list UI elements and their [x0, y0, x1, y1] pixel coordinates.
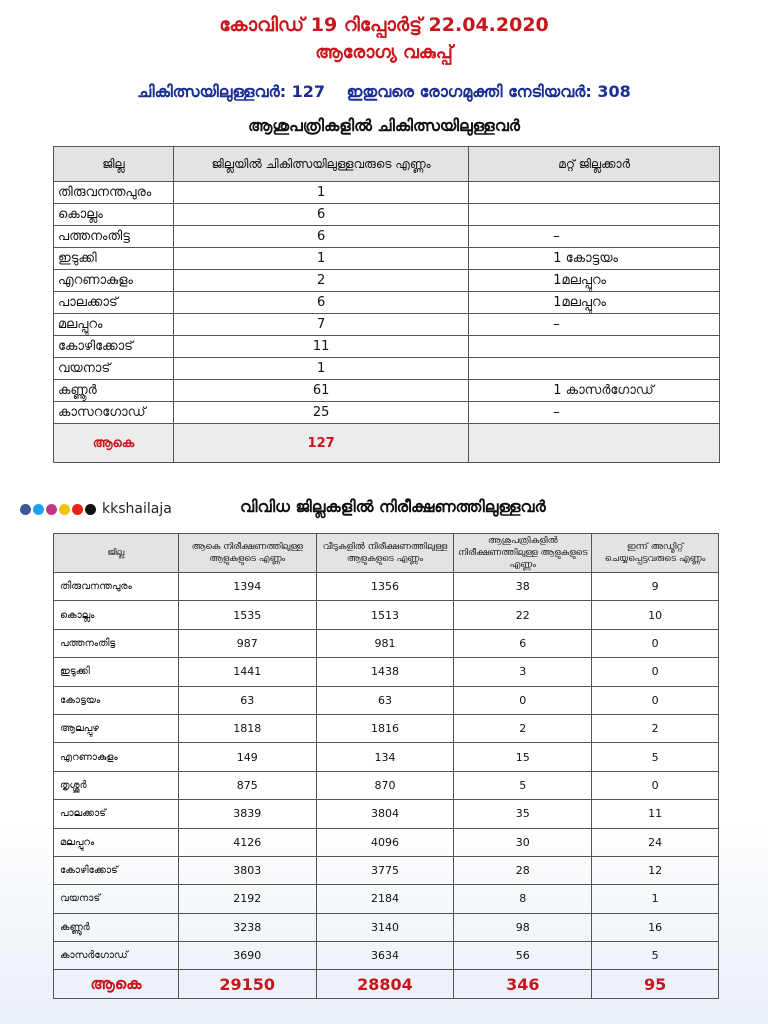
- admitted-today-cell: 0: [592, 629, 719, 657]
- total-observation-cell: 63: [178, 686, 316, 714]
- district-cell: കോഴിക്കോട്: [54, 336, 174, 358]
- column-header: ആകെ നിരീക്ഷണത്തിലുള്ള ആളുകളുടെ എണ്ണം: [178, 534, 316, 573]
- total-row: [54, 970, 719, 999]
- hospital-observation-cell: 28: [454, 856, 592, 884]
- district-cell: ആലപ്പുഴ: [54, 714, 179, 742]
- hospital-observation-cell: 98: [454, 913, 592, 941]
- table-row: [54, 629, 719, 657]
- district-cell: കണ്ണൂർ: [54, 913, 179, 941]
- hospital-observation-cell: 56: [454, 942, 592, 970]
- recovered-count: ഇതുവരെ രോഗമുക്തി നേടിയവർ: 308: [346, 82, 631, 101]
- hospital-observation-cell: 30: [454, 828, 592, 856]
- other-district-cell: [469, 336, 720, 358]
- other-district-cell: [469, 182, 720, 204]
- home-observation-cell: 134: [316, 743, 454, 771]
- home-observation-cell: 3804: [316, 800, 454, 828]
- hospital-observation-cell: 6: [454, 629, 592, 657]
- instagram-icon[interactable]: [46, 504, 57, 515]
- table-row: [54, 358, 720, 380]
- district-cell: എറണാകുളം: [54, 270, 174, 292]
- social-media-bar: [20, 500, 172, 518]
- home-observation-cell: 870: [316, 771, 454, 799]
- table-row: [54, 686, 719, 714]
- count-cell: 1: [173, 358, 468, 380]
- district-cell: എറണാകുളം: [54, 743, 179, 771]
- total-label: ആകെ: [54, 424, 174, 463]
- table-row: [54, 402, 720, 424]
- table-row: [54, 913, 719, 941]
- total-observation-cell: 2192: [178, 885, 316, 913]
- table-row: [54, 336, 720, 358]
- admitted-today-cell: 16: [592, 913, 719, 941]
- home-observation-cell: 2184: [316, 885, 454, 913]
- grand-total-cell: 29150: [178, 970, 316, 999]
- district-cell: കോഴിക്കോട്: [54, 856, 179, 884]
- table-header-row: [54, 147, 720, 182]
- admitted-today-cell: 10: [592, 601, 719, 629]
- table-row: [54, 601, 719, 629]
- home-observation-cell: 1513: [316, 601, 454, 629]
- total-observation-cell: 3238: [178, 913, 316, 941]
- table-row: [54, 942, 719, 970]
- table-row: [54, 771, 719, 799]
- hospital-observation-cell: 38: [454, 573, 592, 601]
- total-observation-cell: 875: [178, 771, 316, 799]
- district-cell: ഇടുക്കി: [54, 248, 174, 270]
- home-total-cell: 28804: [316, 970, 454, 999]
- district-cell: കൊല്ലം: [54, 601, 179, 629]
- count-cell: 6: [173, 204, 468, 226]
- total-observation-cell: 1818: [178, 714, 316, 742]
- count-cell: 6: [173, 292, 468, 314]
- total-observation-cell: 1535: [178, 601, 316, 629]
- district-cell: തിരുവനന്തപുരം: [54, 573, 179, 601]
- district-cell: കോട്ടയം: [54, 686, 179, 714]
- district-cell: വയനാട്: [54, 358, 174, 380]
- table-row: [54, 800, 719, 828]
- hospital-observation-cell: 0: [454, 686, 592, 714]
- admitted-today-cell: 11: [592, 800, 719, 828]
- hospital-observation-cell: 2: [454, 714, 592, 742]
- district-cell: പാലക്കാട്: [54, 800, 179, 828]
- home-observation-cell: 3775: [316, 856, 454, 884]
- admitted-today-total-cell: 95: [592, 970, 719, 999]
- observation-table-title: വിവിധ ജില്ലകളിൽ നിരീക്ഷണത്തിലുള്ളവർ: [240, 497, 546, 516]
- total-observation-cell: 149: [178, 743, 316, 771]
- table-row: [54, 226, 720, 248]
- district-cell: മലപ്പുറം: [54, 828, 179, 856]
- count-cell: 1: [173, 248, 468, 270]
- district-cell: ഇടുക്കി: [54, 658, 179, 686]
- total-observation-cell: 3690: [178, 942, 316, 970]
- column-header: ഇന്ന് അഡ്മിറ്റ് ചെയ്യപ്പെട്ടവരുടെ എണ്ണം: [592, 534, 719, 573]
- district-cell: പാലക്കാട്: [54, 292, 174, 314]
- district-cell: കാസറഗോഡ്: [54, 402, 174, 424]
- facebook-icon[interactable]: [20, 504, 31, 515]
- home-observation-cell: 3634: [316, 942, 454, 970]
- district-cell: പത്തനംതിട്ട: [54, 629, 179, 657]
- other-district-cell: [469, 204, 720, 226]
- column-header: മറ്റ് ജില്ലക്കാർ: [469, 147, 720, 182]
- other-district-cell: 1 കാസർഗോഡ്: [469, 380, 720, 402]
- total-observation-cell: 3803: [178, 856, 316, 884]
- home-observation-cell: 1438: [316, 658, 454, 686]
- district-cell: തിരുവനന്തപുരം: [54, 182, 174, 204]
- home-observation-cell: 1356: [316, 573, 454, 601]
- total-observation-cell: 3839: [178, 800, 316, 828]
- table-row: [54, 743, 719, 771]
- table-row: [54, 182, 720, 204]
- admitted-today-cell: 0: [592, 658, 719, 686]
- table-row: [54, 292, 720, 314]
- table-row: [54, 885, 719, 913]
- table-row: [54, 714, 719, 742]
- other-district-cell: 1 കോട്ടയം: [469, 248, 720, 270]
- count-cell: 2: [173, 270, 468, 292]
- department-name: ആരോഗ്യ വകുപ്പ്: [315, 42, 453, 63]
- admitted-today-cell: 1: [592, 885, 719, 913]
- count-cell: 61: [173, 380, 468, 402]
- twitter-icon[interactable]: [33, 504, 44, 515]
- district-cell: കണ്ണൂർ: [54, 380, 174, 402]
- table-row: [54, 248, 720, 270]
- total-row: [54, 424, 720, 463]
- hospital-observation-cell: 35: [454, 800, 592, 828]
- column-header: ആശുപത്രികളിൽ നിരീക്ഷണത്തിലുള്ള ആളുകളുടെ എണ്ണം: [454, 534, 592, 573]
- hospital-table-title: ആശുപത്രികളിൽ ചികിത്സയിലുള്ളവർ: [248, 116, 520, 135]
- count-cell: 11: [173, 336, 468, 358]
- home-observation-cell: 981: [316, 629, 454, 657]
- under-treatment-count: ചികിത്സയിലുള്ളവർ: 127: [137, 82, 326, 101]
- home-observation-cell: 3140: [316, 913, 454, 941]
- district-cell: വയനാട്: [54, 885, 179, 913]
- total-observation-cell: 4126: [178, 828, 316, 856]
- district-cell: കാസർഗോഡ്: [54, 942, 179, 970]
- admitted-today-cell: 5: [592, 942, 719, 970]
- admitted-today-cell: 12: [592, 856, 719, 884]
- column-header: ജില്ല: [54, 147, 174, 182]
- table-row: [54, 380, 720, 402]
- table-header-row: [54, 534, 719, 573]
- home-observation-cell: 63: [316, 686, 454, 714]
- hospital-observation-cell: 22: [454, 601, 592, 629]
- column-header: ജില്ലയിൽ ചികിത്സയിലുള്ളവരുടെ എണ്ണം: [173, 147, 468, 182]
- total-observation-cell: 1394: [178, 573, 316, 601]
- admitted-today-cell: 24: [592, 828, 719, 856]
- district-cell: പത്തനംതിട്ട: [54, 226, 174, 248]
- count-cell: 1: [173, 182, 468, 204]
- count-cell: 7: [173, 314, 468, 336]
- home-observation-cell: 1816: [316, 714, 454, 742]
- admitted-today-cell: 5: [592, 743, 719, 771]
- report-title: കോവിഡ് 19 റിപ്പോർട്ട് 22.04.2020: [219, 14, 549, 36]
- summary-stats: [0, 82, 768, 102]
- table-row: [54, 573, 719, 601]
- column-header: വീടുകളിൽ നിരീക്ഷണത്തിലുള്ള ആളുകളുടെ എണ്ണം: [316, 534, 454, 573]
- count-cell: 6: [173, 226, 468, 248]
- district-cell: തൃശ്ശൂർ: [54, 771, 179, 799]
- total-count: 127: [173, 424, 468, 463]
- total-observation-cell: 1441: [178, 658, 316, 686]
- other-district-cell: 1മലപ്പുറം: [469, 292, 720, 314]
- admitted-today-cell: 9: [592, 573, 719, 601]
- table-row: [54, 658, 719, 686]
- other-district-cell: –: [469, 402, 720, 424]
- other-district-cell: –: [469, 226, 720, 248]
- observation-table: [53, 533, 719, 999]
- other-district-cell: [469, 358, 720, 380]
- district-cell: മലപ്പുറം: [54, 314, 174, 336]
- column-header: ജില്ല: [54, 534, 179, 573]
- other-district-cell: –: [469, 314, 720, 336]
- snapchat-icon[interactable]: [59, 504, 70, 515]
- tiktok-icon[interactable]: [85, 504, 96, 515]
- hospital-observation-cell: 3: [454, 658, 592, 686]
- hospital-table: [53, 146, 720, 463]
- count-cell: 25: [173, 402, 468, 424]
- table-row: [54, 314, 720, 336]
- hospital-observation-cell: 5: [454, 771, 592, 799]
- hospital-observation-cell: 15: [454, 743, 592, 771]
- admitted-today-cell: 2: [592, 714, 719, 742]
- hospital-total-cell: 346: [454, 970, 592, 999]
- table-row: [54, 204, 720, 226]
- home-observation-cell: 4096: [316, 828, 454, 856]
- total-observation-cell: 987: [178, 629, 316, 657]
- admitted-today-cell: 0: [592, 686, 719, 714]
- other-district-cell: 1മലപ്പുറം: [469, 270, 720, 292]
- table-row: [54, 828, 719, 856]
- admitted-today-cell: 0: [592, 771, 719, 799]
- youtube-icon[interactable]: [72, 504, 83, 515]
- social-handle[interactable]: kkshailaja: [102, 501, 172, 517]
- table-row: [54, 270, 720, 292]
- table-row: [54, 856, 719, 884]
- district-cell: കൊല്ലം: [54, 204, 174, 226]
- empty-cell: [469, 424, 720, 463]
- hospital-observation-cell: 8: [454, 885, 592, 913]
- total-label: ആകെ: [54, 970, 179, 999]
